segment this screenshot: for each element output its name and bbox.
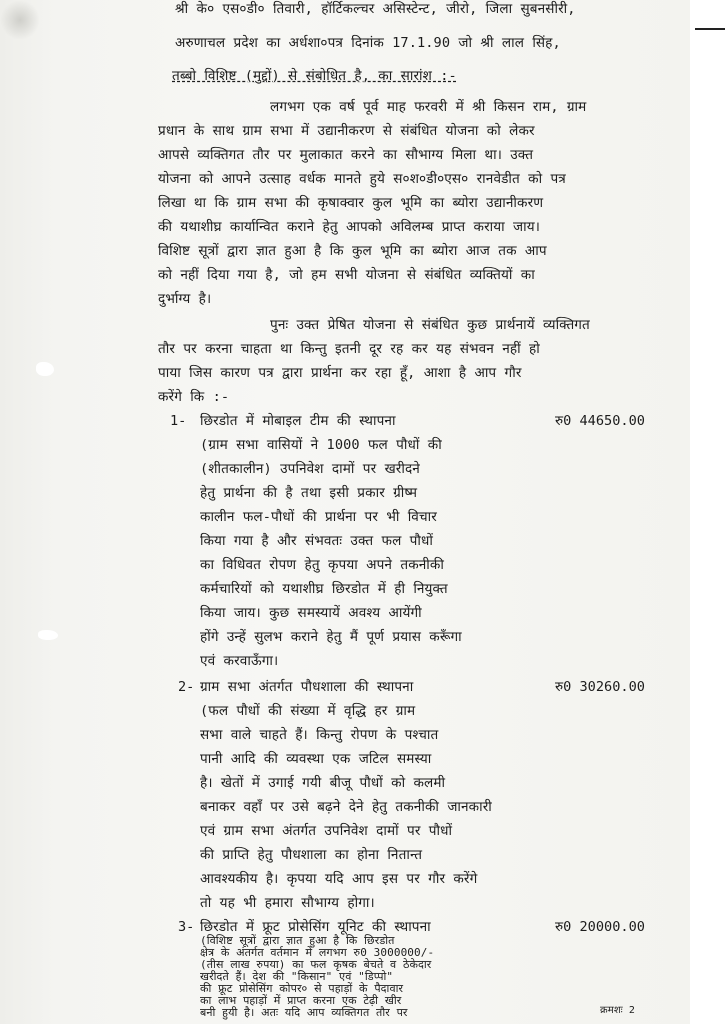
paragraph-line: दुर्भाग्य है। (158, 291, 212, 307)
item-amount: रु0 20000.00 (555, 919, 645, 935)
item-line: किया गया है और संभवतः उक्त फल पौधों (200, 533, 433, 549)
paragraph-line: विशिष्ट सूत्रों द्वारा ज्ञात हुआ है कि कुल भूमि का ब्योरा आज तक आप (158, 243, 547, 259)
item-line: किया जाय। कुछ समस्यायें अवश्य आयेंगी (200, 605, 422, 621)
item-title: ग्राम सभा अंतर्गत पौधशाला की स्थापना (200, 679, 414, 695)
paragraph-line: पुनः उक्त प्रेषित योजना से संबंधित कुछ प्रार्थनायें व्यक्तिगत (270, 317, 590, 333)
item-amount: रु0 44650.00 (555, 413, 645, 429)
item-line: है। खेतों में उगाई गयी बीजू पौधों को कलमी (200, 775, 446, 791)
item-line: की प्राप्ति हेतु पौधशाला का होना नितान्त (200, 847, 423, 863)
item-line: आवश्यकीय है। कृपया यदि आप इस पर गौर करेंगे (200, 871, 478, 887)
item-line: क्षेत्र के अंतर्गत वर्तमान में लगभग रु0 3000000/- (200, 946, 435, 959)
paragraph-line: योजना को आपने उत्साह वर्धक मानते हुये स०श०डी०एस० रानवेडीत को पत्र (158, 171, 566, 187)
item-line: (विशिष्ट सूत्रों द्वारा ज्ञात हुआ है कि छिरडोत (200, 934, 395, 947)
paragraph-line: लिखा था कि ग्राम सभा की कृषाक्वार कुल भूमि का ब्योरा उद्यानीकरण (158, 195, 544, 211)
punch-hole (38, 630, 58, 640)
item-line: होंगे उन्हें सुलभ कराने हेतु मैं पूर्ण प्रयास करूँगा (200, 629, 462, 645)
item-line: पानी आदि की व्यवस्था एक जटिल समस्या (200, 751, 432, 767)
item-line: बनाकर वहाँ पर उसे बढ़ने देने हेतु तकनीकी जानकारी (200, 799, 492, 815)
item-title: छिरडोत में मोबाइल टीम की स्थापना (200, 413, 396, 429)
item-line: सभा वाले चाहते हैं। किन्तु रोपण के पश्चात (200, 727, 439, 743)
item-line: कर्मचारियों को यथाशीघ्र छिरडोत में ही नियुक्त (200, 581, 448, 597)
item-number: 1- (170, 413, 187, 429)
item-line: खरीदते हैं। देश की "किसान" एवं "डिप्पो" (200, 970, 394, 983)
item-line: बनी हुयी है। अतः यदि आप व्यक्तिगत तौर पर (200, 1006, 408, 1019)
item-line: (तीस लाख रुपया) का फल कृषक बेचते व ठेकेदार (200, 958, 432, 971)
item-line: कालीन फल-पौधों की प्रार्थना पर भी विचार (200, 509, 437, 525)
item-line: (फल पौधों की संख्या में वृद्धि हर ग्राम (200, 703, 416, 719)
item-line: एवं करवाऊँगा। (200, 653, 279, 669)
item-number: 3- (178, 919, 195, 935)
item-line: हेतु प्रार्थना की है तथा इसी प्रकार ग्रीष्म (200, 485, 418, 501)
paragraph-line: तौर पर करना चाहता था किन्तु इतनी दूर रह कर यह संभवन नहीं हो (158, 341, 540, 357)
paragraph-line: पाया जिस कारण पत्र द्वारा प्रार्थना कर रहा हूँ, आशा है आप गौर (158, 365, 522, 381)
item-line: एवं ग्राम सभा अंतर्गत उपनिवेश दामों पर पौधों (200, 823, 453, 839)
item-line: का विधिवत रोपण हेतु कृपया अपने तकनीकी (200, 557, 444, 573)
header-line-2: अरुणाचल प्रदेश का अर्धशा०पत्र दिनांक 17.1.90 जो श्री लाल सिंह, (175, 35, 561, 51)
paragraph-line: करेंगे कि :- (158, 389, 230, 405)
item-amount: रु0 30260.00 (555, 679, 645, 695)
item-line: का लाभ पहाड़ों में प्राप्त करना एक टेढ़ी खीर (200, 994, 402, 1007)
scan-mark (695, 28, 725, 30)
item-number: 2- (178, 679, 195, 695)
paragraph-line: प्रधान के साथ ग्राम सभा में उद्यानीकरण से संबंधित योजना को लेकर (158, 123, 535, 139)
item-line: की फ्रूट प्रोसेसिंग कोपर० से पहाड़ों के पैदावार (200, 982, 404, 995)
item-line: (शीतकालीन) उपनिवेश दामों पर खरीदने (200, 461, 420, 477)
item-line: (ग्राम सभा वासियों ने 1000 फल पौधों की (200, 437, 442, 453)
header-line-1: श्री के० एस०डी० तिवारी, हॉर्टिकल्चर असिस्टेन्ट, जीरो, जिला सुबनसीरी, (175, 1, 576, 17)
paragraph-line: लगभग एक वर्ष पूर्व माह फरवरी में श्री किसन राम, ग्राम (270, 99, 587, 115)
paper-stain (0, 0, 40, 40)
paragraph-line: की यथाशीघ्र कार्यान्वित कराने हेतु आपको अविलम्ब प्राप्त कराया जाय। (158, 219, 540, 235)
paragraph-line: आपसे व्यक्तिगत तौर पर मुलाकात करने का सौभाग्य मिला था। उक्त (158, 147, 534, 163)
scan-margin (690, 0, 725, 1024)
item-title: छिरडोत में फ्रूट प्रोसेसिंग यूनिट की स्थापना (200, 919, 431, 935)
document-heading: तब्बो विशिष्ट (मुद्दों) से संबोधित है, का सारांश :- (172, 68, 457, 84)
paragraph-line: को नहीं दिया गया है, जो हम सभी योजना से संबंधित व्यक्तियों का (158, 267, 535, 283)
page-continuation: क्रमशः 2 (600, 1005, 636, 1016)
item-line: तो यह भी हमारा सौभाग्य होगा। (200, 895, 375, 911)
punch-hole (36, 362, 54, 376)
